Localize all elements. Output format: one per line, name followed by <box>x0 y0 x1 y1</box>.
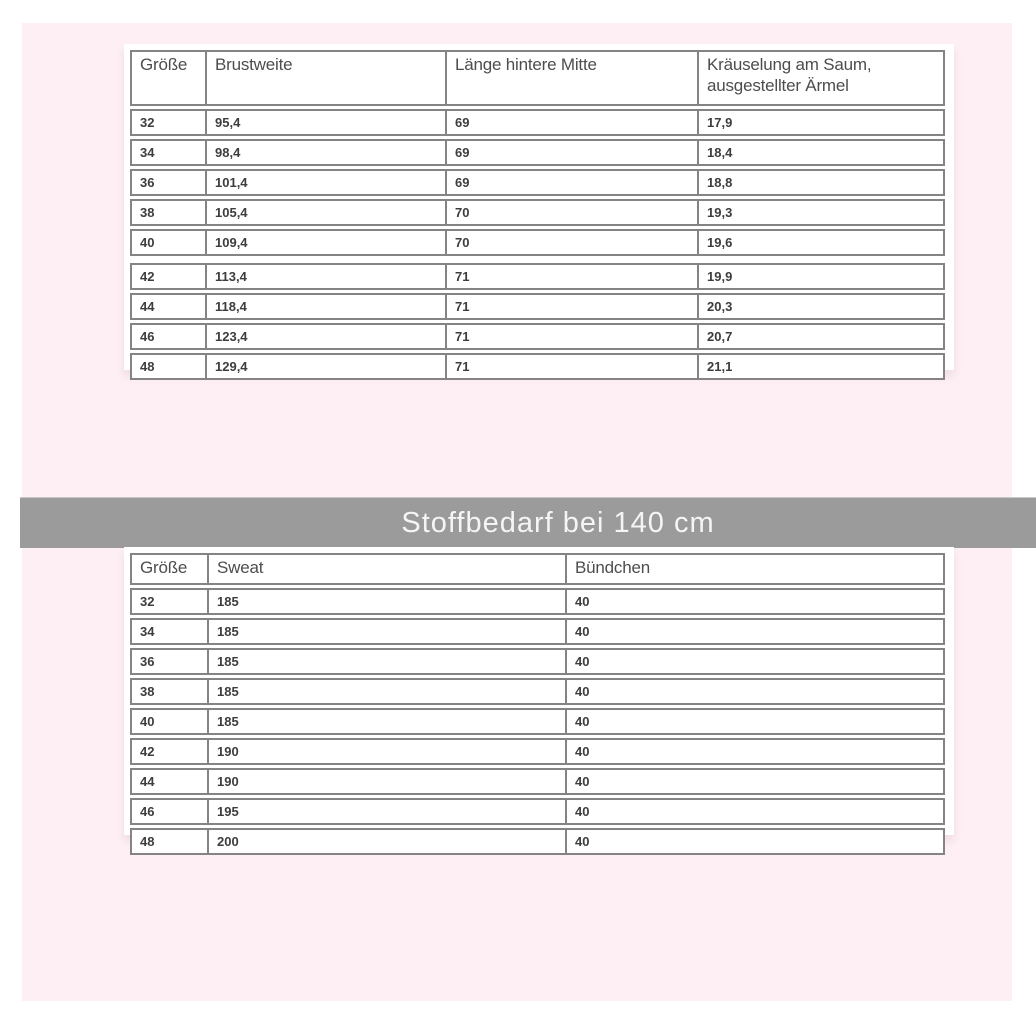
table-header-row <box>130 50 945 106</box>
table-cell: 44 <box>140 299 155 314</box>
table-row <box>130 588 945 615</box>
table-cell: 40 <box>565 710 943 733</box>
table-cell: 46 <box>140 804 155 819</box>
table-cell: 40 <box>565 800 943 823</box>
table-cell: 40 <box>565 680 943 703</box>
table-cell: 42 <box>140 744 155 759</box>
table-cell: 19,9 <box>697 265 943 288</box>
fabric-requirement-banner <box>20 497 1036 548</box>
table-cell: 190 <box>207 740 565 763</box>
table-cell: 101,4 <box>205 171 445 194</box>
table-cell: 40 <box>565 830 943 853</box>
table-cell: 71 <box>445 355 697 378</box>
table-cell: 20,7 <box>697 325 943 348</box>
table-row <box>130 229 945 256</box>
table-cell: 40 <box>565 770 943 793</box>
table-cell: 70 <box>445 201 697 224</box>
table-row <box>130 708 945 735</box>
table-cell: 70 <box>445 231 697 254</box>
fabric-requirement-table <box>130 553 945 855</box>
table-cell: 185 <box>207 680 565 703</box>
table-cell: 185 <box>207 590 565 613</box>
table-cell: 38 <box>140 684 155 699</box>
table-cell: 19,3 <box>697 201 943 224</box>
table-cell: 40 <box>565 590 943 613</box>
table-cell: 123,4 <box>205 325 445 348</box>
table-cell: 46 <box>140 329 155 344</box>
table-cell: 32 <box>140 594 155 609</box>
table-row <box>130 738 945 765</box>
table-cell: 18,4 <box>697 141 943 164</box>
table-cell: 40 <box>140 714 155 729</box>
table-cell: 40 <box>565 620 943 643</box>
table-row <box>130 768 945 795</box>
table-cell: 118,4 <box>205 295 445 318</box>
table-header-row <box>130 553 945 585</box>
column-header-cell: Brustweite <box>205 52 445 104</box>
table-row <box>130 828 945 855</box>
table-cell: 38 <box>140 205 155 220</box>
table-row <box>130 199 945 226</box>
table-cell: 185 <box>207 650 565 673</box>
table-cell: 40 <box>565 650 943 673</box>
table-cell: 109,4 <box>205 231 445 254</box>
table-cell: 36 <box>140 654 155 669</box>
table-row <box>130 353 945 380</box>
table-cell: 185 <box>207 620 565 643</box>
table-cell: 20,3 <box>697 295 943 318</box>
table-row <box>130 293 945 320</box>
table-cell: 17,9 <box>697 111 943 134</box>
column-header-cell: Bündchen <box>565 555 943 583</box>
table-cell: 36 <box>140 175 155 190</box>
table-cell: 19,6 <box>697 231 943 254</box>
column-header-cell: Länge hintere Mitte <box>445 52 697 104</box>
table-cell: 71 <box>445 325 697 348</box>
table-cell: 113,4 <box>205 265 445 288</box>
table-cell: 34 <box>140 624 155 639</box>
table-row <box>130 139 945 166</box>
table-cell: 40 <box>565 740 943 763</box>
fabric-table-card <box>124 547 954 849</box>
table-cell: 32 <box>140 115 155 130</box>
table-cell: 185 <box>207 710 565 733</box>
size-measurement-table <box>130 50 945 380</box>
table-cell: 21,1 <box>697 355 943 378</box>
table-cell: 40 <box>140 235 155 250</box>
table-cell: 71 <box>445 295 697 318</box>
table-cell: 129,4 <box>205 355 445 378</box>
table-cell: 48 <box>140 834 155 849</box>
table-row <box>130 798 945 825</box>
banner-title: Stoffbedarf bei 140 cm <box>401 506 715 539</box>
table-row <box>130 109 945 136</box>
table-row <box>130 169 945 196</box>
table-cell: 44 <box>140 774 155 789</box>
column-header-cell: Kräuselung am Saum, ausgestellter Ärmel <box>697 52 943 104</box>
table-cell: 69 <box>445 141 697 164</box>
table-cell: 105,4 <box>205 201 445 224</box>
table-row <box>130 263 945 290</box>
column-header-cell: Größe <box>140 55 188 74</box>
table-cell: 34 <box>140 145 155 160</box>
table-cell: 95,4 <box>205 111 445 134</box>
column-header-cell: Sweat <box>207 555 565 583</box>
table-cell: 18,8 <box>697 171 943 194</box>
table-cell: 98,4 <box>205 141 445 164</box>
table-cell: 69 <box>445 111 697 134</box>
table-cell: 71 <box>445 265 697 288</box>
table-cell: 195 <box>207 800 565 823</box>
table-cell: 200 <box>207 830 565 853</box>
table-cell: 48 <box>140 359 155 374</box>
table-cell: 42 <box>140 269 155 284</box>
table-cell: 69 <box>445 171 697 194</box>
table-row <box>130 648 945 675</box>
table-row <box>130 678 945 705</box>
column-header-cell: Größe <box>140 558 188 577</box>
table-row <box>130 618 945 645</box>
table-cell: 190 <box>207 770 565 793</box>
size-table-card <box>124 44 954 374</box>
table-row <box>130 323 945 350</box>
